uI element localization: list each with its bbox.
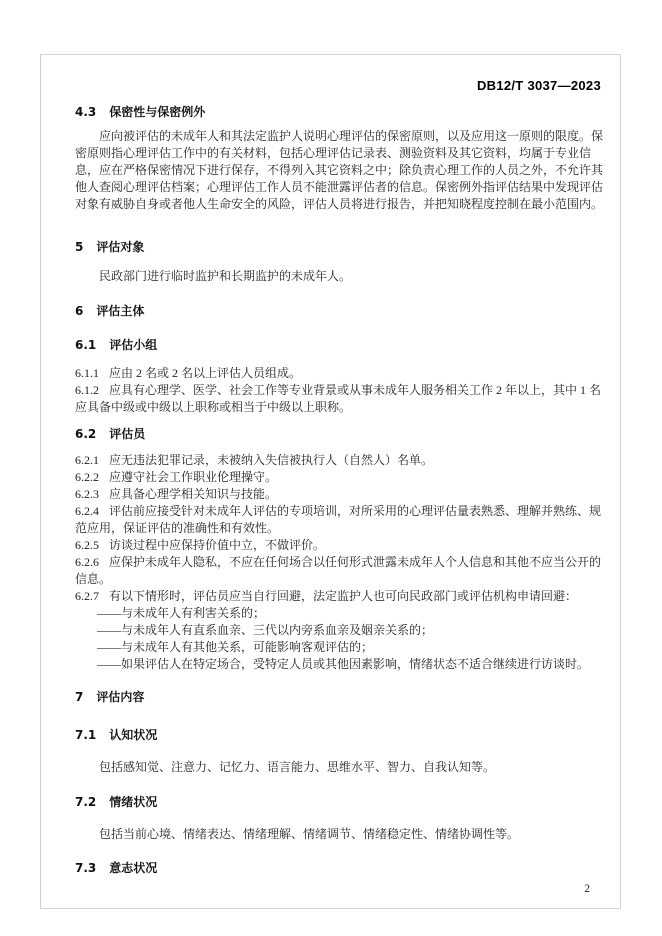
dash-item: ——与未成年人有其他关系，可能影响客观评估的； [97,640,374,654]
heading-number: 6 [75,304,84,318]
clause-6-1-1 [75,365,605,382]
standard-code: DB12/T 3037—2023 [476,78,601,93]
section-heading-7-1 [75,727,605,743]
heading-title: 评估内容 [96,690,145,704]
clause-6-2-6 [75,554,605,588]
paragraph: 应向被评估的未成年人和其法定监护人说明心理评估的保密原则，以及应用这一原则的限度。保密原则指心理评估工作中的有关材料，包括心理评估记录表、测验资料及其它资料，均属于专业信息，应在严格保密情况下进行保存，不得列入其它资料之中；除负责心理工作的人员之外，不允许其他人查阅心理评估档案；心理评估工作人员不能泄露评估者的信息。保密例外指评估结果中发现评估对象有威胁自身或者他人生命安全的风险，评估人员将进行报告，并把知晓程度控制在最小范围内。 [75,129,604,211]
heading-number: 6.1 [75,338,97,352]
section-heading-6 [75,303,605,319]
heading-number: 7.2 [75,795,97,809]
section-heading-6-2 [75,426,605,442]
clause-number: 6.2.3 [75,487,99,501]
heading-title: 评估对象 [96,240,145,254]
heading-number: 6.2 [75,427,97,441]
heading-number: 5 [75,240,84,254]
clause-6-2-2 [75,469,605,486]
dash-item: ——与未成年人有利害关系的； [97,606,266,620]
heading-title: 意志状况 [109,861,158,875]
clause-6-2-1 [75,452,605,469]
paragraph: 包括感知觉、注意力、记忆力、语言能力、思维水平、智力、自我认知等。 [99,760,496,774]
section-heading-7 [75,689,605,705]
page-footer [584,883,590,895]
dash-item: ——如果评估人在特定场合，受特定人员或其他因素影响，情绪状态不适合继续进行访谈时。 [97,657,590,671]
section-heading-7-2 [75,794,605,810]
page-number: 2 [584,883,590,895]
paragraph: 民政部门进行临时监护和长期监护的未成年人。 [99,269,352,283]
clause-number: 6.2.1 [75,453,99,467]
clause-number: 6.2.6 [75,555,99,569]
dash-item: ——与未成年人有直系血亲、三代以内旁系血亲及姻亲关系的； [97,623,434,637]
clause-text: 访谈过程中应保持价值中立，不做评价。 [109,538,326,552]
heading-number: 7.3 [75,861,97,875]
clause-6-1-2 [75,382,605,416]
section-heading-6-1 [75,337,605,353]
document-content [75,88,605,876]
clause-text: 应遵守社会工作职业伦理操守。 [109,470,278,484]
heading-title: 评估员 [109,427,146,441]
clause-text: 应具有心理学、医学、社会工作等专业背景或从事未成年人服务相关工作 2 年以上，其中 1 名应具备中级或中级以上职称或相当于中级以上职称。 [75,383,602,414]
clause-text: 应由 2 名或 2 名以上评估人员组成。 [109,366,302,380]
clause-number: 6.2.7 [75,589,99,603]
heading-title: 认知状况 [109,728,158,742]
clause-number: 6.1.2 [75,383,99,397]
clause-6-2-7 [75,588,605,605]
heading-number: 7.1 [75,728,97,742]
clause-text: 有以下情形时，评估员应当自行回避，法定监护人也可向民政部门或评估机构申请回避： [109,589,578,603]
clause-text: 应具备心理学相关知识与技能。 [109,487,278,501]
heading-number: 4.3 [75,105,97,119]
heading-title: 情绪状况 [109,795,158,809]
clause-6-2-3 [75,486,605,503]
paragraph: 包括当前心境、情绪表达、情绪理解、情绪调节、情绪稳定性、情绪协调性等。 [99,827,520,841]
clause-6-2-5 [75,537,605,554]
heading-number: 7 [75,690,84,704]
clause-number: 6.2.2 [75,470,99,484]
clause-text: 评估前应接受针对未成年人评估的专项培训，对所采用的心理评估量表熟悉、理解并熟练、规范应用，保证评估的准确性和有效性。 [75,504,602,535]
heading-title: 评估主体 [96,304,145,318]
section-heading-4-3 [75,104,605,120]
clause-number: 6.2.4 [75,504,99,518]
clause-text: 应无违法犯罪记录，未被纳入失信被执行人（自然人）名单。 [109,453,434,467]
clause-number: 6.2.5 [75,538,99,552]
section-heading-5 [75,239,605,255]
clause-6-2-4 [75,503,605,537]
clause-number: 6.1.1 [75,366,99,380]
section-heading-7-3 [75,860,605,876]
heading-title: 评估小组 [109,338,158,352]
heading-title: 保密性与保密例外 [109,105,206,119]
clause-text: 应保护未成年人隐私，不应在任何场合以任何形式泄露未成年人个人信息和其他不应当公开的信息。 [75,555,602,586]
